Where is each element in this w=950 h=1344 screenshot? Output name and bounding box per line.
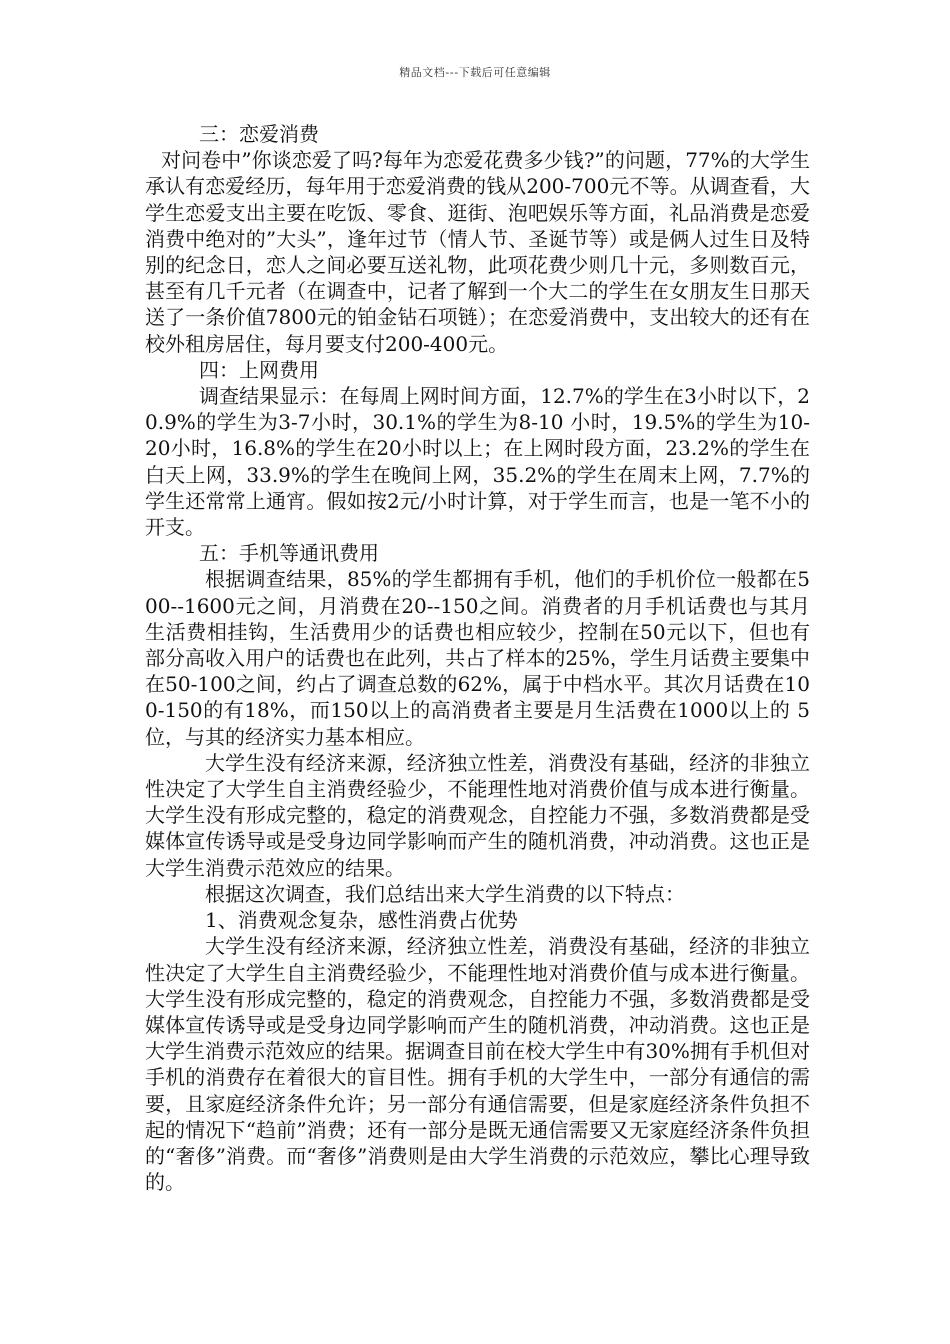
section-heading-phone: 五：手机等通讯费用 [199,541,379,566]
paragraph-internet: 调查结果显示：在每周上网时间方面，12.7%的学生在3小时以下，20.9%的学生为3-7小时，30.1%的学生为8-10 小时，19.5%的学生为10-20小时，16.8%的学生在20小时以上；在上网时段方面，23.2%的学生在白天上网，33.9%的学生在晚间上网，35.2%的学生在周末上网，7.7%的学生还常常上通宵。假如按2元/小时计算，对于学生而言，也是一笔不小的开支。 [145,384,810,540]
point-heading-1: 1、消费观念复杂，感性消费占优势 [205,908,518,933]
page-header: 精品文档---下载后可任意编辑 [399,66,551,79]
paragraph-intro: 根据这次调查，我们总结出来大学生消费的以下特点： [205,881,685,906]
paragraph-point-1: 大学生没有经济来源，经济独立性差，消费没有基础，经济的非独立性决定了大学生自主消费经验少，不能理性地对消费价值与成本进行衡量。大学生没有形成完整的，稳定的消费观念，自控能力不强，多数消费都是受媒体宣传诱导或是受身边同学影响而产生的随机消费，冲动消费。这也正是大学生消费示范效应的结果。据调查目前在校大学生中有30%拥有手机但对手机的消费存在着很大的盲目性。拥有手机的大学生中，一部分有通信的需要，且家庭经济条件允许；另一部分有通信需要，但是家庭经济条件负担不起的情况下“趋前”消费；还有一部分是既无通信需要又无家庭经济条件负担的“奢侈”消费。而“奢侈”消费则是由大学生消费的示范效应，攀比心理导致的。 [145,934,810,1195]
paragraph-romance: 对问卷中”你谈恋爱了吗?每年为恋爱花费多少钱?”的问题，77%的大学生承认有恋爱经历，每年用于恋爱消费的钱从200-700元不等。从调查看，大学生恋爱支出主要在吃饭、零食、逛街、泡吧娱乐等方面，礼品消费是恋爱消费中绝对的”大头”，逢年过节（情人节、圣诞节等）或是俩人过生日及特别的纪念日，恋人之间必要互送礼物，此项花费少则几十元，多则数百元，甚至有几千元者（在调查中，记者了解到一个大二的学生在女朋友生日那天送了一条价值7800元的铂金钻石项链）；在恋爱消费中，支出较大的还有在校外租房居住，每月要支付200-400元。 [145,148,810,356]
section-heading-romance: 三：恋爱消费 [199,122,319,146]
section-heading-internet: 四：上网费用 [199,357,319,382]
paragraph-phone: 根据调查结果，85%的学生都拥有手机，他们的手机价位一般都在500--1600元之间，月消费在20--150之间。消费者的月手机话费也与其月生活费相挂钩，生活费用少的话费也相应较少，控制在50元以下，但也有部分高收入用户的话费也在此列，共占了样本的25%，学生月话费主要集中在50-100之间，约占了调查总数的62%，属于中档水平。其次月话费在100-150的有18%，而150以上的高消费者主要是月生活费在1000以上的 5位，与其的经济实力基本相应。 [145,567,810,749]
document-body [145,121,810,1195]
paragraph-summary: 大学生没有经济来源，经济独立性差，消费没有基础，经济的非独立性决定了大学生自主消费经验少，不能理性地对消费价值与成本进行衡量。大学生没有形成完整的，稳定的消费观念，自控能力不强，多数消费都是受媒体宣传诱导或是受身边同学影响而产生的随机消费，冲动消费。这也正是大学生消费示范效应的结果。 [145,750,810,880]
